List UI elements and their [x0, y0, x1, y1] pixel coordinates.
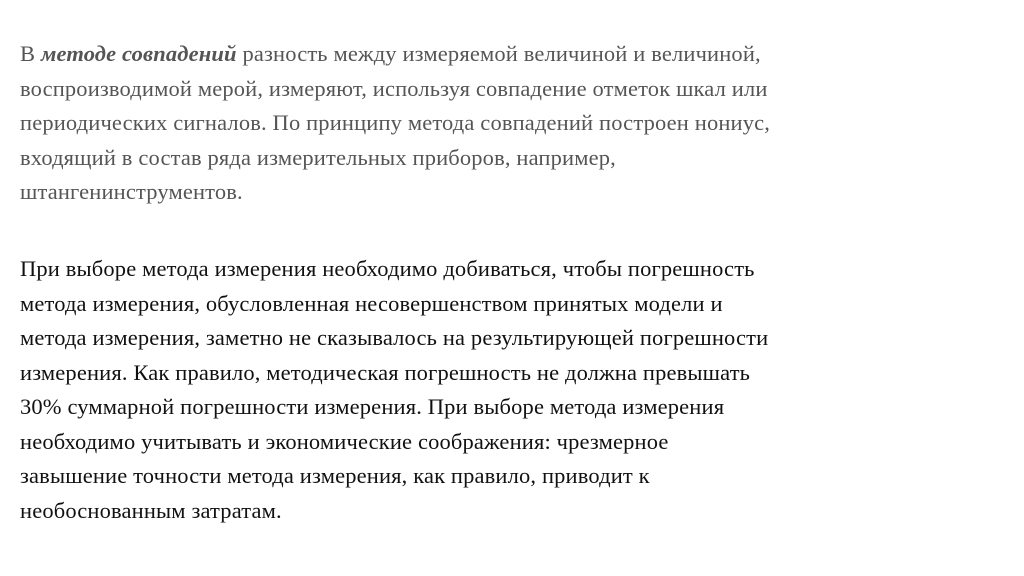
paragraph-line: штангенинструментов.: [20, 179, 243, 204]
paragraph-line: завышение точности метода измерения, как правило, приводит к: [20, 463, 650, 488]
paragraph-method-choice: [20, 252, 768, 528]
paragraph-line: воспроизводимой мерой, измеряют, используя совпадение отметок шкал или: [20, 75, 768, 101]
paragraph-line: 30% суммарной погрешности измерения. При выборе метода измерения: [20, 394, 725, 419]
paragraph-coincidence-method: [20, 37, 770, 210]
paragraph-line: входящий в состав ряда измерительных приборов, например,: [20, 144, 616, 170]
paragraph-line: периодических сигналов. По принципу метода совпадений построен нониус,: [20, 110, 771, 135]
paragraph-line: При выборе метода измерения необходимо добиваться, чтобы погрешность: [20, 256, 755, 281]
line-text: разность между измеряемой величиной и величиной,: [236, 41, 761, 66]
paragraph-line: измерения. Как правило, методическая погрешность не должна превышать: [20, 359, 751, 385]
lead-text: В: [20, 41, 41, 66]
paragraph-line: метода измерения, обусловленная несовершенством принятых модели и: [20, 290, 723, 316]
paragraph-line: необходимо учитывать и экономические соображения: чрезмерное: [20, 428, 669, 454]
paragraph-line: метода измерения, заметно не сказывалось на результирующей погрешности: [20, 325, 769, 350]
paragraph-line: необоснованным затратам.: [20, 497, 282, 523]
emphasized-term: методе совпадений: [40, 41, 237, 66]
paragraph-line: [20, 37, 770, 72]
